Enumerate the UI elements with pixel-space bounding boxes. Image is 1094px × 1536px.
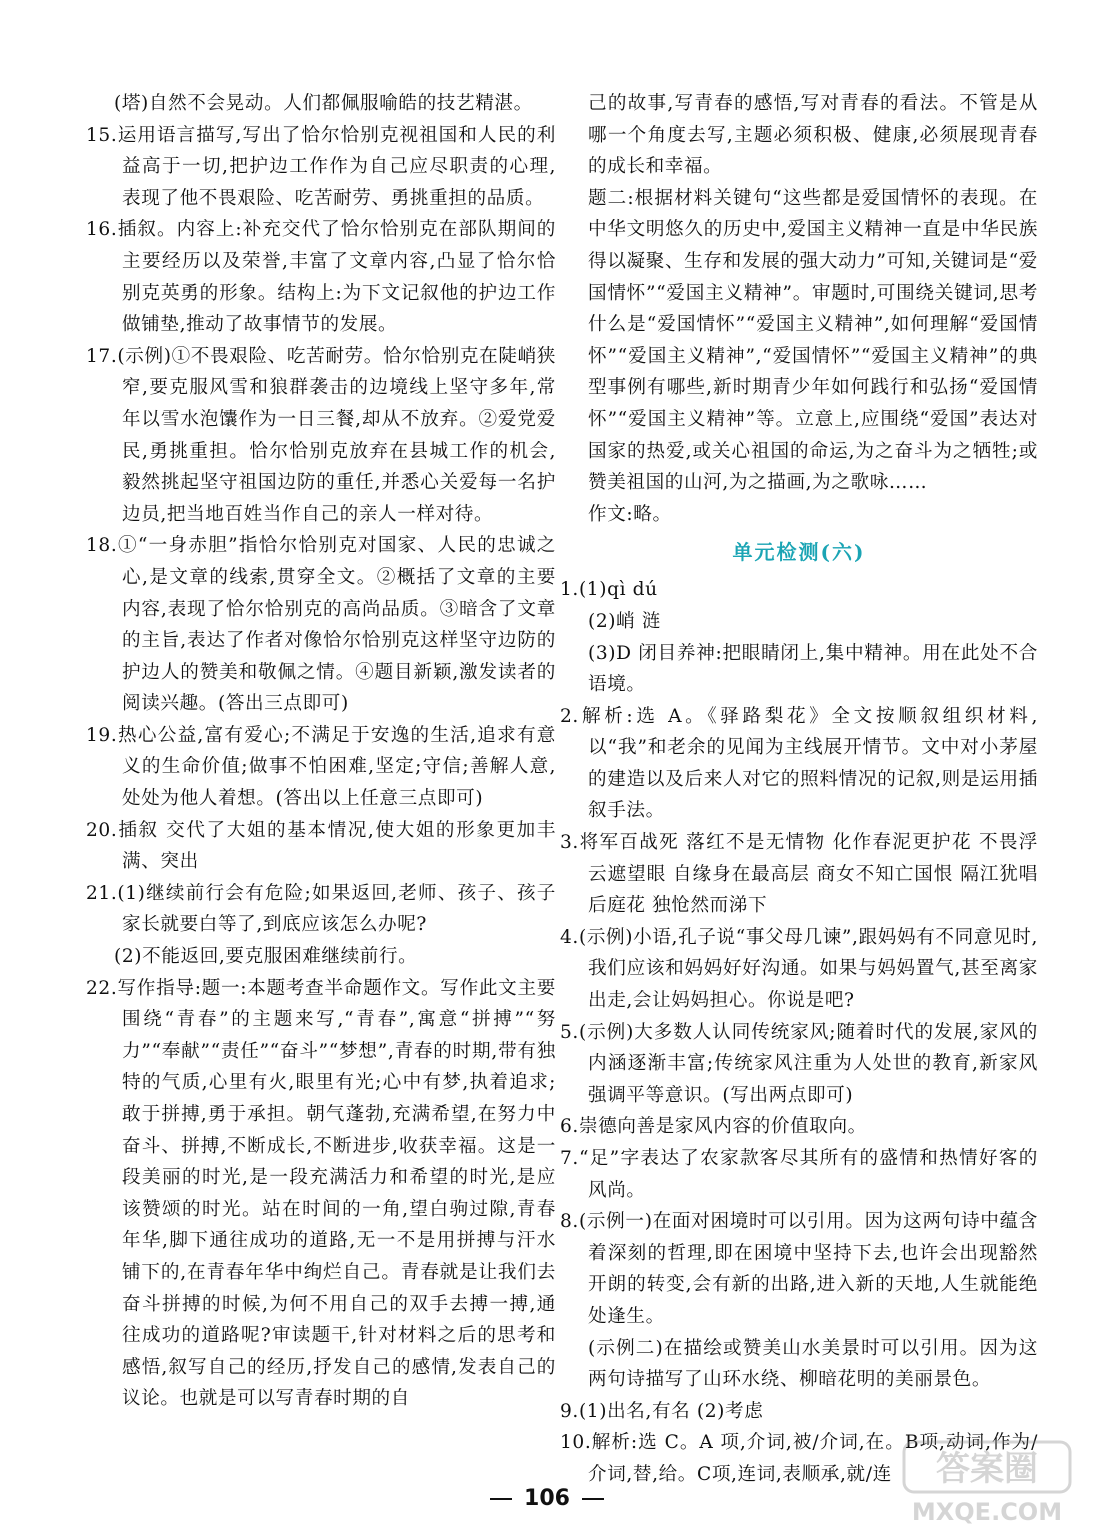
answer-paragraph: (2)不能返回,要克服困难继续前行。 xyxy=(114,946,418,968)
right-column-answers xyxy=(560,574,1038,1490)
answer-paragraph: 10.解析:选 C。A 项,介词,被/介词,在。B项,动词,作为/介词,替,给。C项,连词,表顺承,就/连 xyxy=(560,1432,1038,1485)
answer-paragraph: 9.(1)出名,有名 (2)考虑 xyxy=(560,1400,764,1422)
answer-paragraph: 6.崇德向善是家风内容的价值取向。 xyxy=(560,1116,867,1138)
answer-paragraph: 21.(1)继续前行会有危险;如果返回,老师、孩子、孩子家长就要白等了,到底应该怎么办呢? xyxy=(86,882,556,936)
right-column-continuation xyxy=(560,88,1038,530)
page-number-text: 106 xyxy=(524,1486,570,1511)
answer-paragraph: 5.(示例)大多数人认同传统家风;随着时代的发展,家风的内涵逐渐丰富;传统家风注重为人处世的教育,新家风强调平等意识。(写出两点即可) xyxy=(560,1021,1038,1106)
left-dash xyxy=(490,1498,512,1500)
answer-paragraph: 题二:根据材料关键句“这些都是爱国情怀的表现。在中华文明悠久的历史中,爱国主义精神一直是中华民族得以凝聚、生存和发展的强大动力”可知,关键词是“爱国情怀”“爱国主义精神”。审题时,可围绕关键词,思考什么是“爱国情怀”“爱国主义精神”,如何理解“爱国情怀”“爱国主义精神”,“爱国情怀”“爱国主义精神”的典型事例有哪些,新时期青少年如何践行和弘扬“爱国情怀”“爱国主义精神”等。立意上,应围绕“爱国”表达对国家的热爱,或关心祖国的命运,为之奋斗为之牺牲;或赞美祖国的山河,为之描画,为之歌咏…… xyxy=(588,187,1038,494)
answer-paragraph: 15.运用语言描写,写出了恰尔恰别克视祖国和人民的利益高于一切,把护边工作作为自己应尽职责的心理,表现了他不畏艰险、吃苦耐劳、勇挑重担的品质。 xyxy=(86,124,556,209)
answer-paragraph: 22.写作指导:题一:本题考查半命题作文。写作此文主要围绕“青春”的主题来写,“青春”,寓意“拼搏”“努力”“奉献”“责任”“奋斗”“梦想”,青春的时期,带有独特的气质,心里有火,眼里有光;心中有梦,执着追求;敢于拼搏,勇于承担。朝气蓬勃,充满希望,在努力中奋斗、拼搏,不断成长,不断进步,收获幸福。这是一段美丽的时光,是一段充满活力和希望的时光,是应该赞颂的时光。站在时间的一角,望白驹过隙,青春年华,脚下通往成功的道路,无一不是用拼搏与汗水铺下的,在青春年华中绚烂自己。青春就是让我们去奋斗拼搏的时候,为何不用自己的双手去搏一搏,通往成功的道路呢?审读题干,针对材料之后的思考和感悟,叙写自己的经历,抒发自己的感情,发表自己的议论。也就是可以写青春时期的自 xyxy=(86,977,556,1410)
answer-paragraph: (塔)自然不会晃动。人们都佩服喻皓的技艺精湛。 xyxy=(114,93,533,114)
answer-paragraph: (示例二)在描绘或赞美山水美景时可以引用。因为这两句诗描写了山环水绕、柳暗花明的美丽景色。 xyxy=(588,1337,1038,1391)
section-title: 单元检测(六) xyxy=(732,540,866,565)
answer-paragraph: (2)峭 涟 xyxy=(588,610,662,632)
right-column xyxy=(560,88,1038,1491)
answer-paragraph: 7.“足”字表达了农家款客尽其所有的盛情和热情好客的风尚。 xyxy=(560,1148,1038,1201)
answer-paragraph: 17.(示例)①不畏艰险、吃苦耐劳。恰尔恰别克在陡峭狭窄,要克服风雪和狼群袭击的边境线上坚守多年,常年以雪水泡馕作为一日三餐,却从不放弃。②爱党爱民,勇挑重担。恰尔恰别克放弃在县城工作的机会,毅然挑起坚守祖国边防的重任,并悉心关爱每一名护边员,把当地百姓当作自己的亲人一样对待。 xyxy=(86,345,556,525)
answer-paragraph: 8.(示例一)在面对困境时可以引用。因为这两句诗中蕴含着深刻的哲理,即在困境中坚持下去,也许会出现豁然开朗的转变,会有新的出路,进入新的天地,人生就能绝处逢生。 xyxy=(560,1211,1038,1327)
answer-paragraph: 作文:略。 xyxy=(588,503,672,525)
answer-paragraph: 3.将军百战死 落红不是无情物 化作春泥更护花 不畏浮云遮望眼 自缘身在最高层 商女不知亡国恨 隔江犹唱后庭花 独怆然而涕下 xyxy=(560,832,1038,917)
answer-paragraph: 18.①“一身赤胆”指恰尔恰别克对国家、人民的忠诚之心,是文章的线索,贯穿全文。②概括了文章的主要内容,表现了恰尔恰别克的高尚品质。③暗含了文章的主旨,表达了作者对像恰尔恰别克这样坚守边防的护边人的赞美和敬佩之情。④题目新颖,激发读者的阅读兴趣。(答出三点即可) xyxy=(86,535,556,715)
watermark-logo xyxy=(902,1436,1072,1528)
answer-paragraph: 19.热心公益,富有爱心;不满足于安逸的生活,追求有意义的生命价值;做事不怕困难,坚定;守信;善解人意,处处为他人着想。(答出以上任意三点即可) xyxy=(86,724,556,810)
svg-text:MXQE.COM: MXQE.COM xyxy=(911,1498,1063,1526)
answer-paragraph: 己的故事,写青春的感悟,写对青春的看法。不管是从哪一个角度去写,主题必须积极、健康,必须展现青春的成长和幸福。 xyxy=(588,93,1038,178)
answer-paragraph: 4.(示例)小语,孔子说“事父母几谏”,跟妈妈有不同意见时,我们应该和妈妈好好沟通。如果与妈妈置气,甚至离家出走,会让妈妈担心。你说是吧? xyxy=(560,926,1038,1012)
answer-paragraph: (3)D 闭目养神:把眼睛闭上,集中精神。用在此处不合语境。 xyxy=(588,642,1038,696)
right-dash xyxy=(582,1498,604,1500)
svg-text:答案圈: 答案圈 xyxy=(936,1449,1038,1489)
answer-paragraph: 2.解析:选 A。《驿路梨花》全文按顺叙组织材料,以“我”和老余的见闻为主线展开情节。文中对小茅屋的建造以及后来人对它的照料情况的记叙,则是运用插叙手法。 xyxy=(560,705,1038,822)
left-column xyxy=(86,88,556,1415)
answer-paragraph: 20.插叙 交代了大姐的基本情况,使大姐的形象更加丰满、突出 xyxy=(86,819,556,873)
answer-paragraph: 16.插叙。内容上:补充交代了恰尔恰别克在部队期间的主要经历以及荣誉,丰富了文章内容,凸显了恰尔恰别克英勇的形象。结构上:为下文记叙他的护边工作做铺垫,推动了故事情节的发展。 xyxy=(86,219,556,336)
answer-paragraph: 1.(1)qì dú xyxy=(560,579,658,601)
